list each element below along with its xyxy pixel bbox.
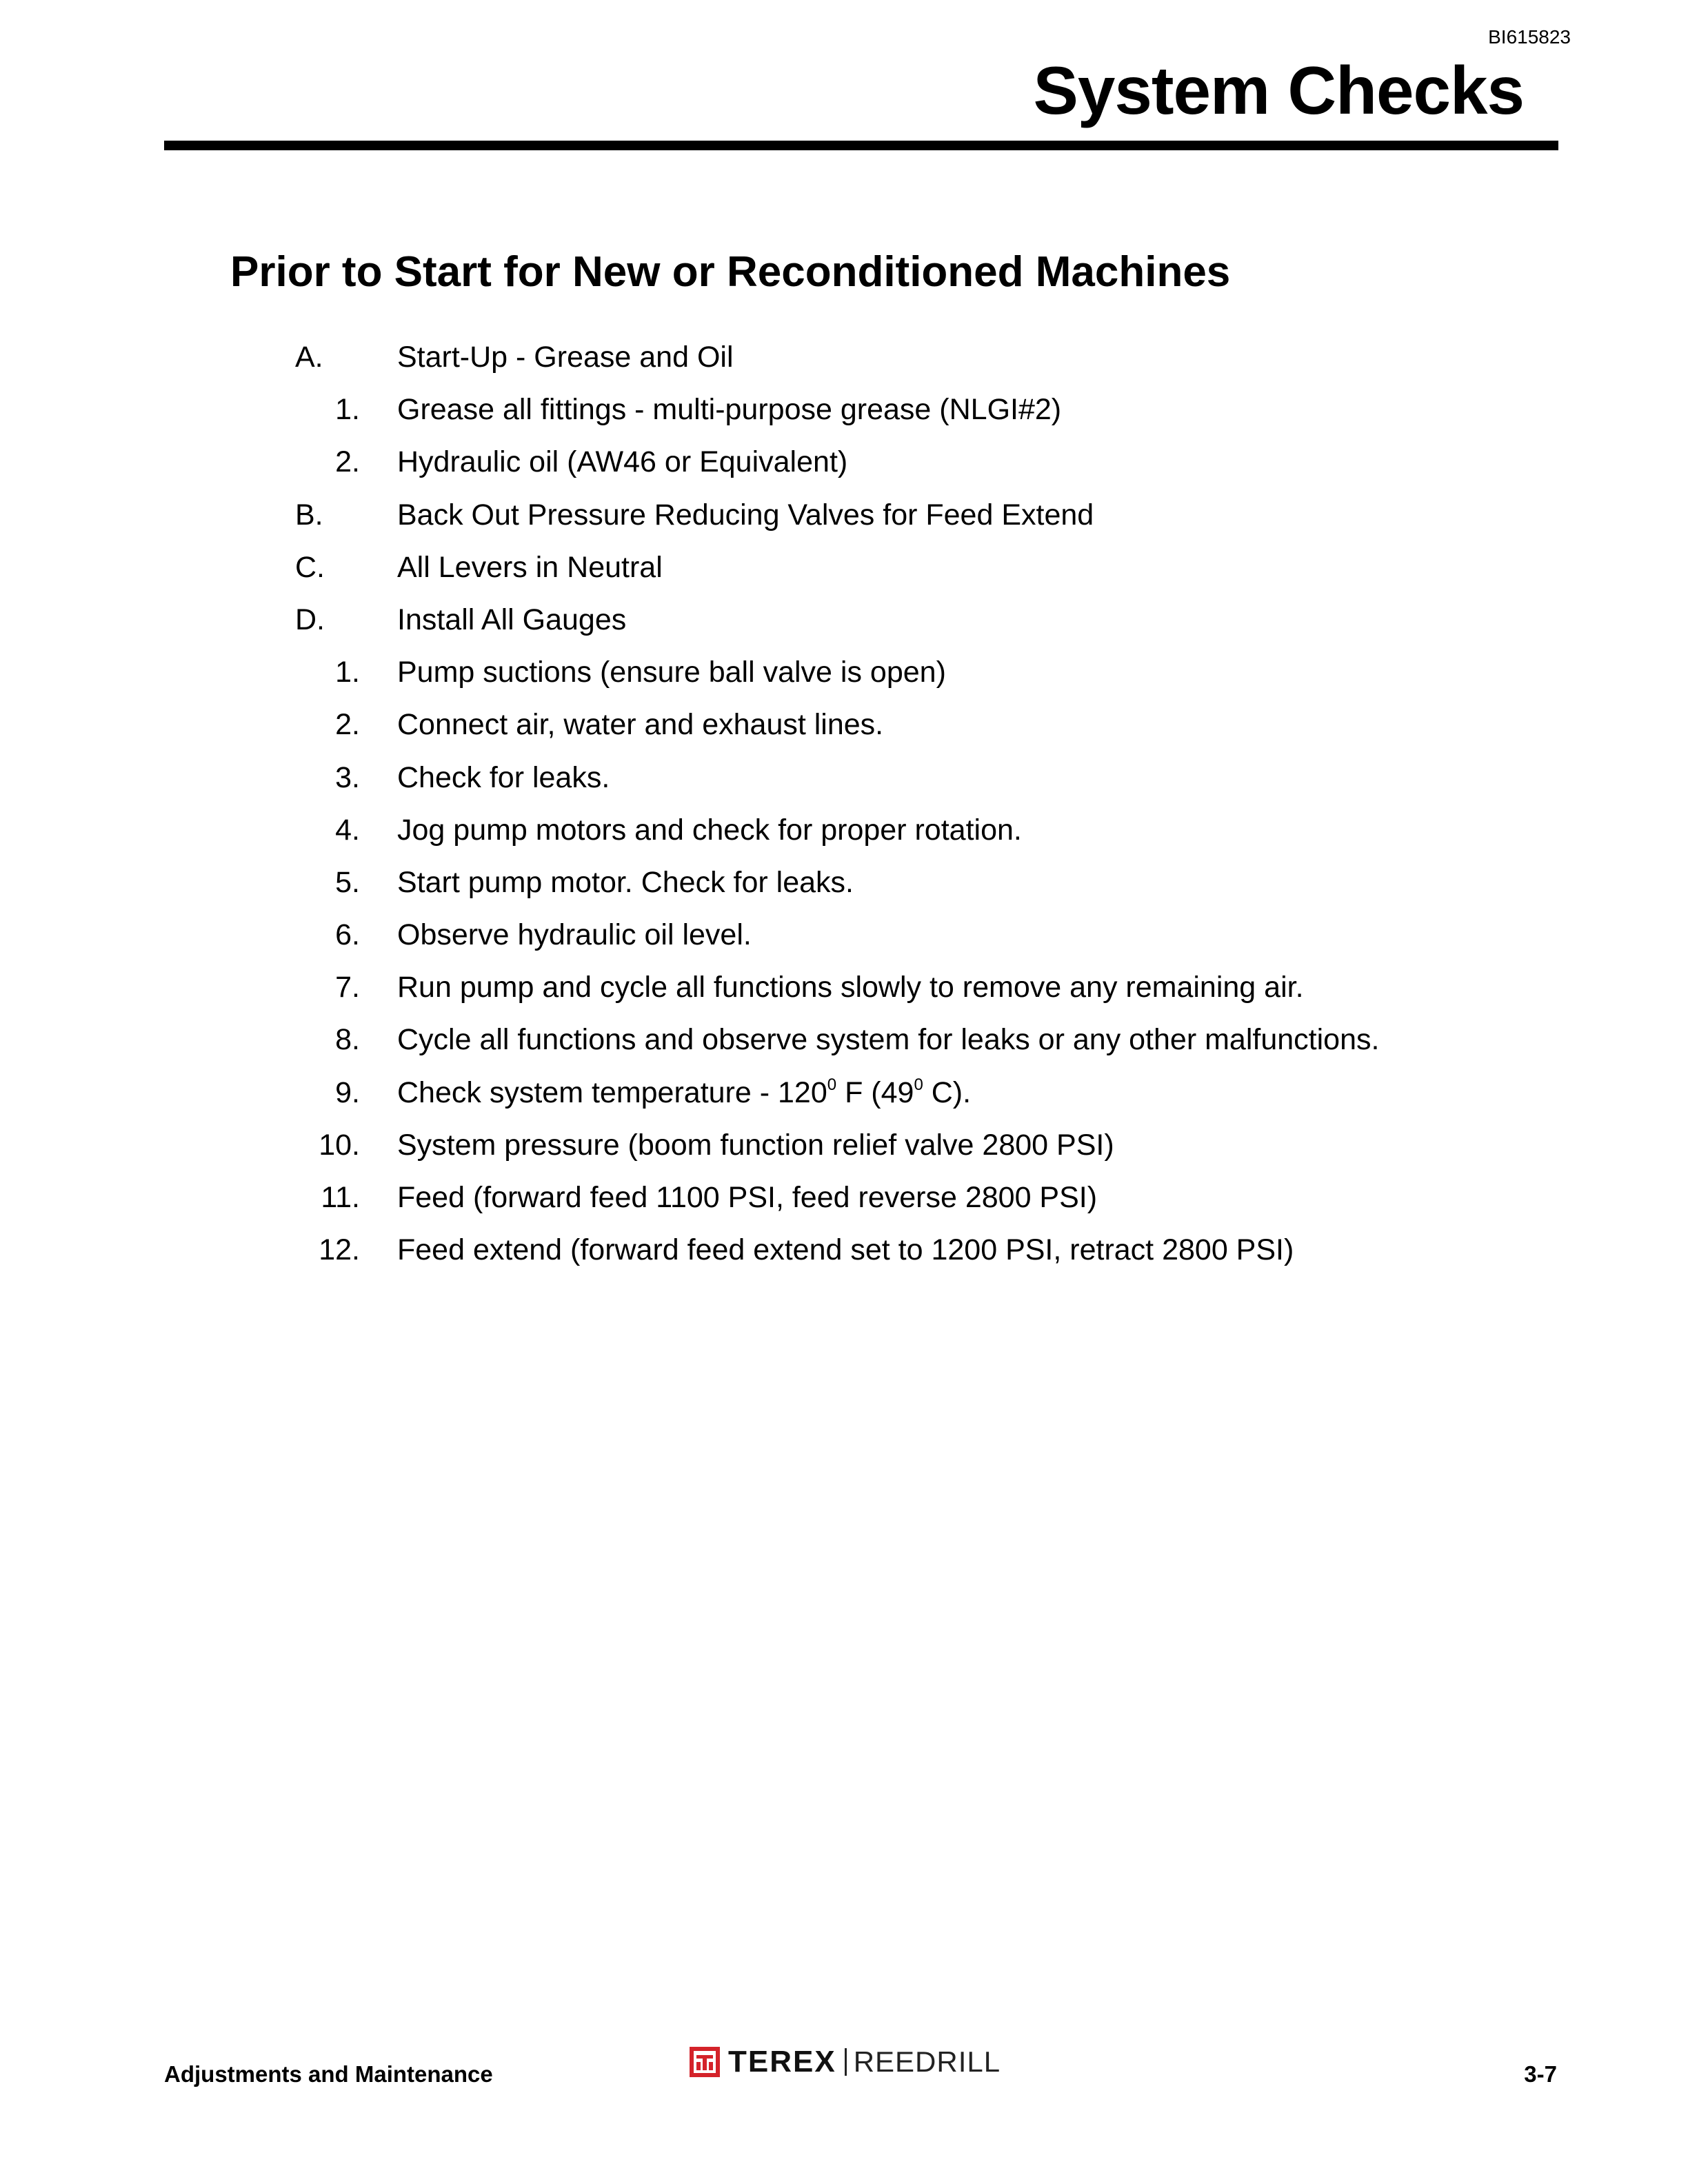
step-text: Grease all fittings - multi-purpose grease (NLGI#2) [397, 393, 1062, 427]
step-item [0, 548, 1688, 600]
step-text: Observe hydraulic oil level. [397, 918, 752, 952]
step-text: Hydraulic oil (AW46 or Equivalent) [397, 445, 848, 479]
step-marker: D. [295, 603, 325, 636]
page-number: 3-7 [1524, 2061, 1557, 2087]
step-marker: 5. [335, 865, 360, 899]
step-item [0, 338, 1688, 390]
step-item [0, 1178, 1688, 1231]
step-text: All Levers in Neutral [397, 550, 663, 584]
step-text-part: Check system temperature - 120 [397, 1075, 827, 1109]
section-heading: Prior to Start for New or Reconditioned Machines [230, 248, 1231, 296]
step-text: Run pump and cycle all functions slowly to remove any remaining air. [397, 971, 1304, 1004]
step-item [0, 1231, 1688, 1283]
step-text: Back Out Pressure Reducing Valves for Feed Extend [397, 498, 1094, 532]
step-text: Pump suctions (ensure ball valve is open) [397, 656, 946, 689]
step-text: Connect air, water and exhaust lines. [397, 708, 884, 742]
step-marker: 3. [335, 760, 360, 794]
logo-divider [845, 2048, 847, 2076]
step-item [0, 600, 1688, 653]
step-marker: 7. [335, 971, 360, 1004]
doc-id: BI615823 [1488, 26, 1571, 48]
step-list [0, 338, 1688, 1283]
logo-brand-text: TEREX [728, 2045, 836, 2079]
brand-logo [690, 2045, 1001, 2079]
step-text: Check for leaks. [397, 760, 610, 794]
step-text: Start pump motor. Check for leaks. [397, 865, 854, 899]
step-item [0, 705, 1688, 758]
step-text-part: F (49 [836, 1075, 914, 1109]
title-rule [164, 141, 1558, 150]
step-text: Feed extend (forward feed extend set to 1200 PSI, retract 2800 PSI) [397, 1233, 1294, 1267]
step-text: Install All Gauges [397, 603, 627, 636]
step-item [0, 496, 1688, 548]
step-text: Cycle all functions and observe system for leaks or any other malfunctions. [397, 1023, 1380, 1057]
step-marker: 2. [335, 708, 360, 742]
step-item [0, 916, 1688, 968]
step-text: Start-Up - Grease and Oil [397, 341, 734, 374]
degree-superscript: 0 [827, 1075, 837, 1094]
step-marker: 1. [335, 393, 360, 427]
step-item [0, 811, 1688, 863]
step-marker: 10. [319, 1128, 360, 1162]
page-title: System Checks [1033, 52, 1524, 128]
step-marker: 4. [335, 813, 360, 847]
step-marker: 11. [321, 1181, 360, 1214]
step-marker: 9. [335, 1075, 360, 1109]
step-item [0, 443, 1688, 495]
step-item [0, 390, 1688, 443]
step-item [0, 863, 1688, 916]
step-text [397, 1073, 971, 1112]
logo-sub-text: REEDRILL [853, 2045, 1001, 2078]
step-item [0, 1020, 1688, 1073]
step-item [0, 968, 1688, 1020]
step-marker: C. [295, 550, 325, 584]
step-item [0, 758, 1688, 811]
terex-logo-icon [690, 2047, 720, 2077]
step-item [0, 653, 1688, 705]
degree-superscript: 0 [914, 1075, 923, 1094]
step-marker: A. [295, 341, 323, 374]
step-marker: 12. [319, 1233, 360, 1267]
step-marker: B. [295, 498, 323, 532]
step-marker: 8. [335, 1023, 360, 1057]
step-text: Feed (forward feed 1100 PSI, feed reverse 2800 PSI) [397, 1181, 1098, 1214]
footer-section-name: Adjustments and Maintenance [164, 2061, 493, 2087]
step-text: Jog pump motors and check for proper rotation. [397, 813, 1022, 847]
step-item [0, 1126, 1688, 1178]
step-marker: 6. [335, 918, 360, 952]
step-marker: 1. [335, 656, 360, 689]
step-text: System pressure (boom function relief valve 2800 PSI) [397, 1128, 1114, 1162]
step-text-part: C). [923, 1075, 972, 1109]
step-item [0, 1073, 1688, 1126]
step-marker: 2. [335, 445, 360, 479]
